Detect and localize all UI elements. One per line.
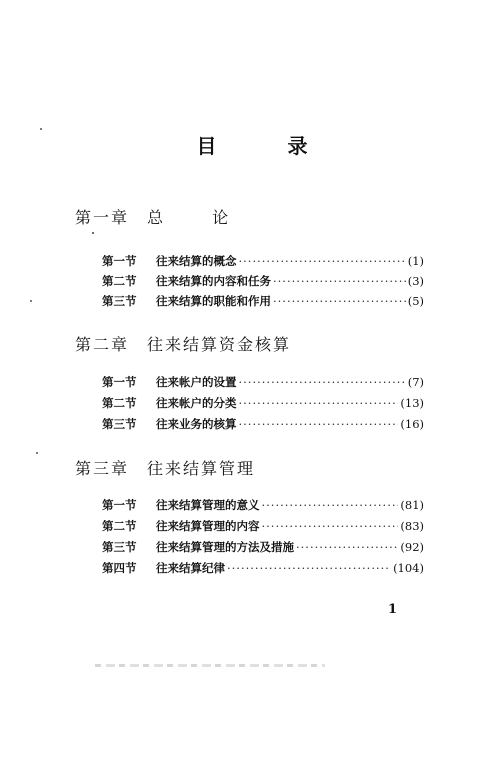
- page-ref: (13): [400, 396, 424, 410]
- chapter-number: 第二章: [75, 335, 130, 354]
- toc-entry[interactable]: [102, 518, 424, 536]
- toc-entry[interactable]: [102, 497, 424, 515]
- section-number: 第三节: [102, 417, 137, 431]
- page-ref: (3): [407, 274, 424, 288]
- dot-leader: [262, 498, 399, 512]
- page-ref: (1): [407, 254, 424, 268]
- dot-leader: [273, 294, 406, 308]
- section-number: 第一节: [102, 375, 137, 389]
- toc-entry[interactable]: [102, 293, 424, 311]
- section-title: 往来结算管理的意义: [156, 498, 260, 512]
- dot-leader: [239, 254, 406, 268]
- section-number: 第二节: [102, 519, 137, 533]
- page-ref: (5): [407, 294, 424, 308]
- toc-title: 目 录: [196, 134, 340, 158]
- chapter-number: 第三章: [75, 459, 130, 478]
- section-title: 往来结算的职能和作用: [156, 294, 271, 308]
- section-number: 第三节: [102, 294, 137, 308]
- section-title: 往来结算的概念: [156, 254, 237, 268]
- page-ref: (104): [393, 561, 424, 575]
- section-number: 第一节: [102, 498, 137, 512]
- section-title: 往来结算管理的方法及措施: [156, 540, 294, 554]
- chapter-heading: [75, 332, 291, 355]
- page-ref: (16): [400, 417, 424, 431]
- section-title: 往来业务的核算: [156, 417, 237, 431]
- section-number: 第三节: [102, 540, 137, 554]
- dot-leader: [262, 519, 399, 533]
- chapter-heading: [75, 456, 255, 479]
- section-title: 往来结算管理的内容: [156, 519, 260, 533]
- chapter-title: 总 论: [147, 208, 251, 227]
- page-number: 1: [388, 602, 398, 617]
- section-title: 往来帐户的分类: [156, 396, 237, 410]
- dot-leader: [227, 561, 391, 575]
- scan-speck: [30, 300, 32, 302]
- chapter-number: 第一章: [75, 208, 130, 227]
- dot-leader: [273, 274, 406, 288]
- section-number: 第二节: [102, 274, 137, 288]
- section-title: 往来帐户的设置: [156, 375, 237, 389]
- scan-speck: [40, 128, 42, 130]
- toc-entry[interactable]: [102, 416, 424, 434]
- toc-entry[interactable]: [102, 253, 424, 271]
- page-ref: (83): [400, 519, 424, 533]
- toc-entry[interactable]: [102, 560, 424, 578]
- dot-leader: [296, 540, 398, 554]
- chapter-title: 往来结算管理: [147, 459, 256, 478]
- chapter-title: 往来结算资金核算: [147, 335, 292, 354]
- page-ref: (7): [407, 375, 424, 389]
- section-number: 第四节: [102, 561, 137, 575]
- page-ref: (81): [400, 498, 424, 512]
- dot-leader: [239, 396, 399, 410]
- section-title: 往来结算的内容和任务: [156, 274, 271, 288]
- chapter-heading: [75, 205, 250, 228]
- section-number: 第一节: [102, 254, 137, 268]
- section-number: 第二节: [102, 396, 137, 410]
- scan-speck: [92, 232, 94, 234]
- dot-leader: [239, 417, 399, 431]
- bleed-through-line: [95, 664, 325, 667]
- section-title: 往来结算纪律: [156, 561, 225, 575]
- toc-entry[interactable]: [102, 273, 424, 291]
- scan-speck: [36, 452, 38, 454]
- toc-entry[interactable]: [102, 395, 424, 413]
- dot-leader: [239, 375, 406, 389]
- page-ref: (92): [400, 540, 424, 554]
- toc-entry[interactable]: [102, 539, 424, 557]
- toc-entry[interactable]: [102, 374, 424, 392]
